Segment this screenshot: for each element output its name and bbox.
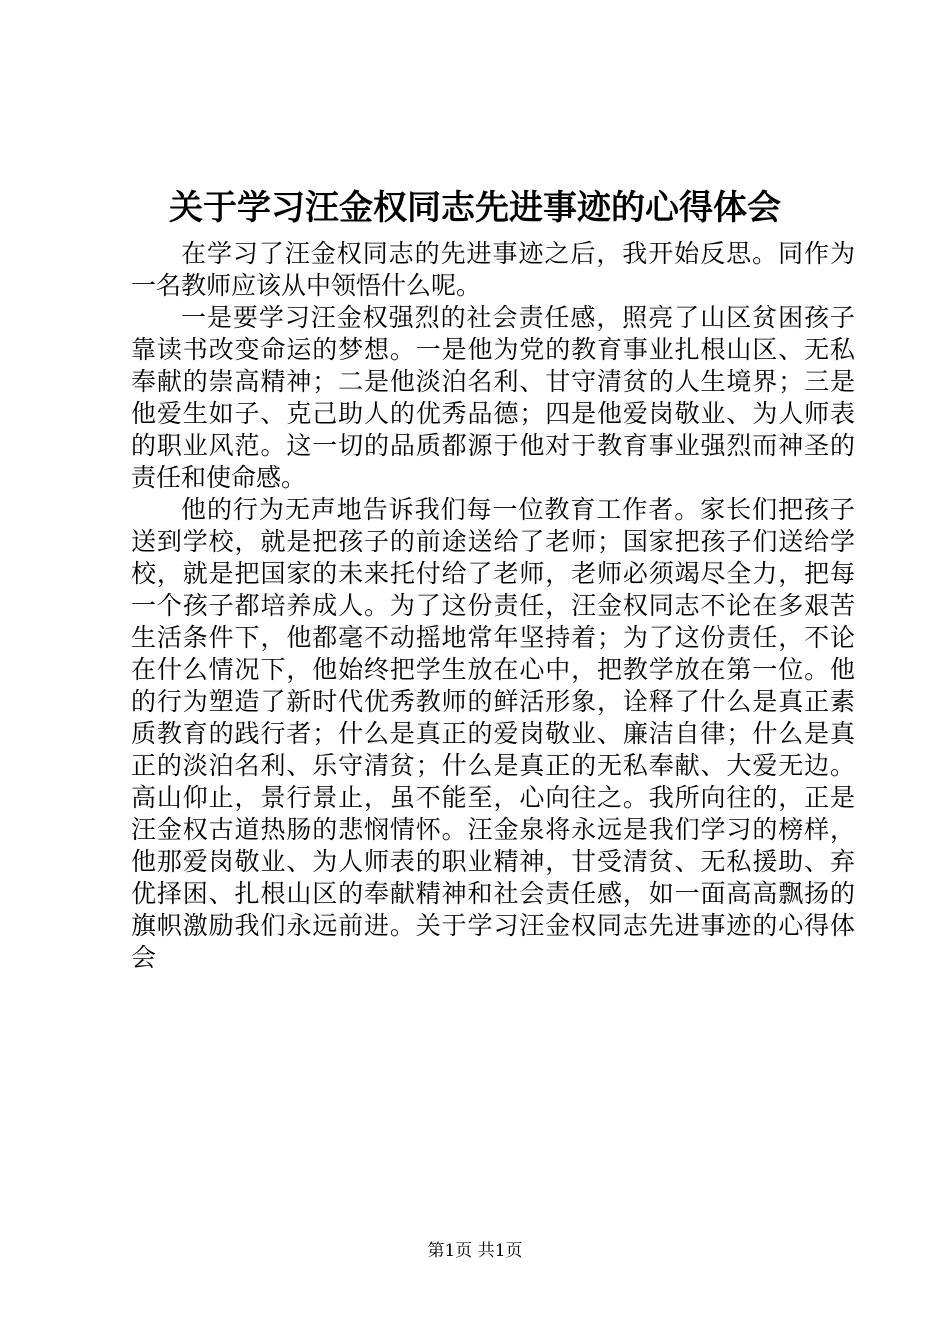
document-body (131, 238, 855, 974)
page-footer: 第1页 共1页 (427, 1241, 523, 1261)
paragraph-3: 他的行为无声地告诉我们每一位教育工作者。家长们把孩子送到学校，就是把孩子的前途送给了老师；国家把孩子们送给学校，就是把国家的未来托付给了老师，老师必须竭尽全力，把每一个孩子都培养成人。为了这份责任，汪金权同志不论在多艰苦生活条件下，他都毫不动摇地常年坚持着；为了这份责任，不论在什么情况下，他始终把学生放在心中，把教学放在第一位。他的行为塑造了新时代优秀教师的鲜活形象，诠释了什么是真正素质教育的践行者；什么是真正的爱岗敬业、廉洁自律；什么是真正的淡泊名利、乐守清贫；什么是真正的无私奉献、大爱无边。高山仰止，景行景止，虽不能至，心向往之。我所向往的，正是汪金权古道热肠的悲悯情怀。汪金泉将永远是我们学习的榜样，他那爱岗敬业、为人师表的职业精神，甘受清贫、无私援助、弃优择困、扎根山区的奉献精神和社会责任感，如一面高高飘扬的旗帜激励我们永远前进。关于学习汪金权同志先进事迹的心得体会 (131, 495, 855, 972)
paragraph-1: 在学习了汪金权同志的先进事迹之后，我开始反思。同作为一名教师应该从中领悟什么呢。 (131, 239, 855, 300)
document-title: 关于学习汪金权同志先进事迹的心得体会 (169, 188, 781, 228)
paragraph-2: 一是要学习汪金权强烈的社会责任感，照亮了山区贫困孩子靠读书改变命运的梦想。一是他为党的教育事业扎根山区、无私奉献的崇高精神；二是他淡泊名利、甘守清贫的人生境界；三是他爱生如子、克己助人的优秀品德；四是他爱岗敬业、为人师表的职业风范。这一切的品质都源于他对于教育事业强烈而神圣的责任和使命感。 (131, 303, 855, 492)
